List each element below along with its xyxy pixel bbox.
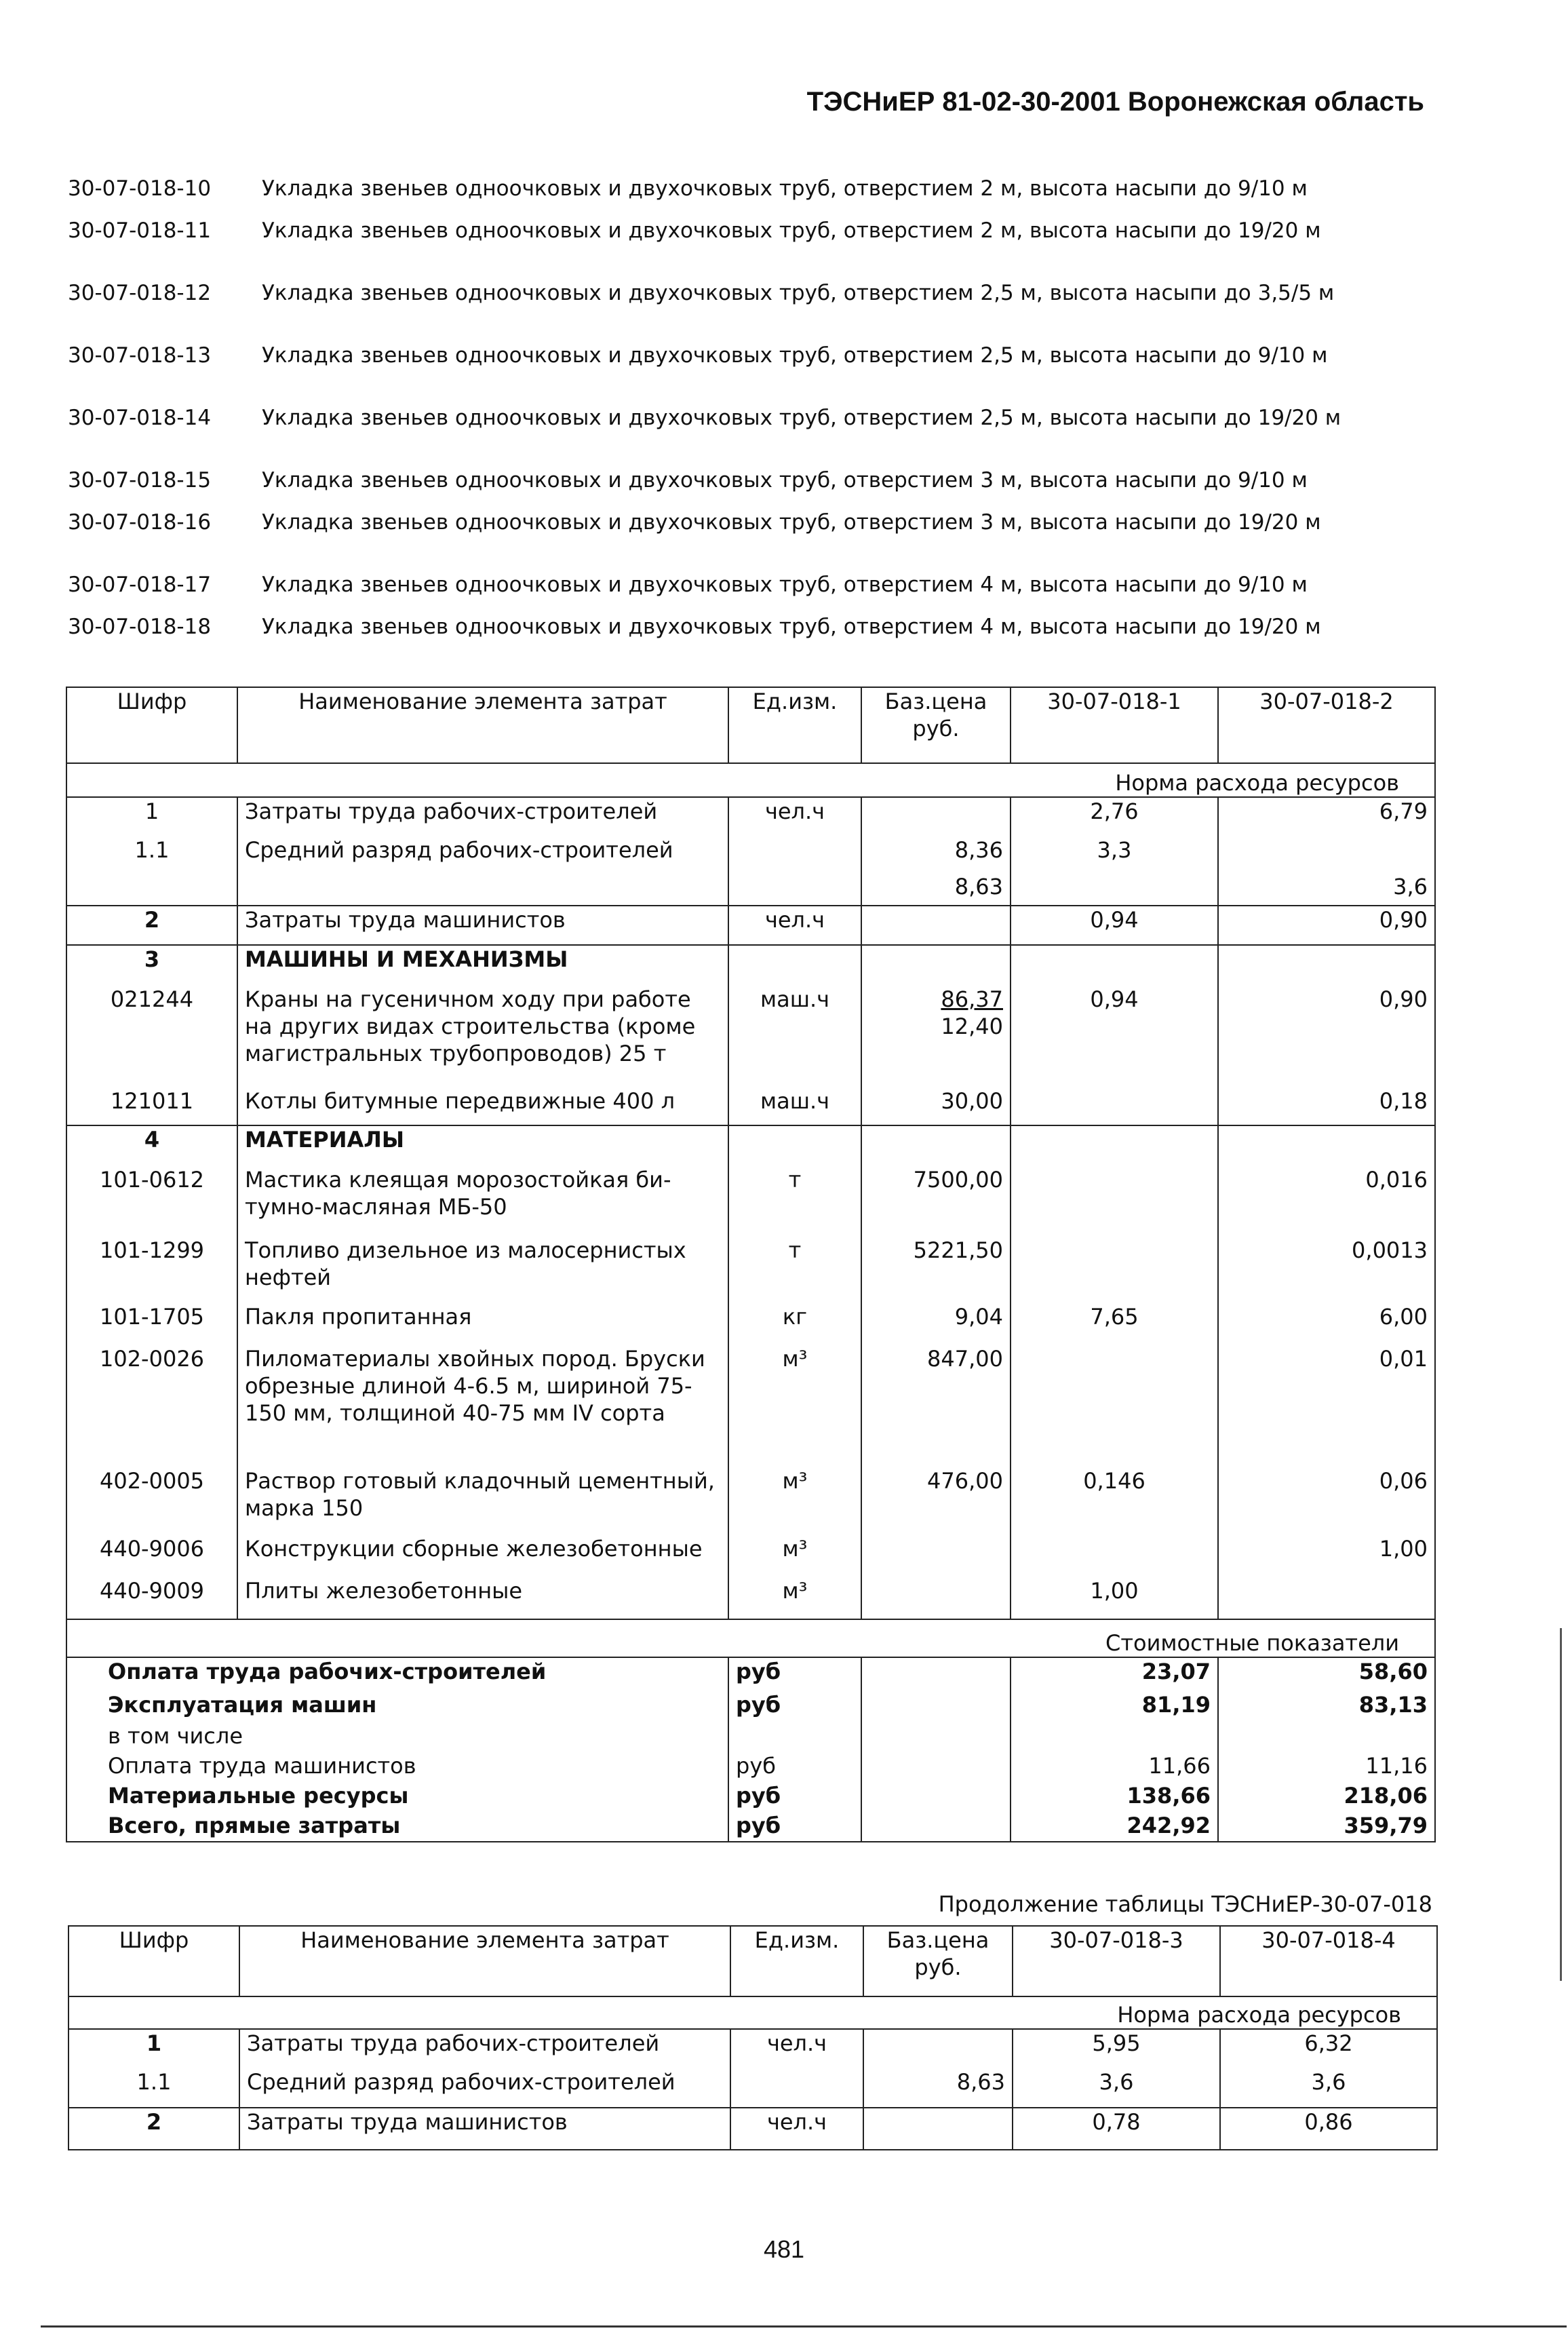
row-name: Плиты железобетонные [237, 1577, 728, 1619]
row-value-2: 6,32 [1220, 2029, 1437, 2068]
row-code: 440-9006 [66, 1535, 237, 1577]
cost-title-row [66, 1619, 1435, 1657]
code-description: Укладка звеньев одноочковых и двухочковых труб, отверстием 4 м, высота насыпи до 9/10 м [262, 573, 1308, 597]
cost-name: Оплата труда машинистов [66, 1752, 728, 1782]
cost-row [66, 1657, 1435, 1691]
row-unit: чел.ч [728, 797, 861, 836]
code-id: 30-07-018-15 [68, 468, 212, 492]
table-row [68, 2108, 1437, 2150]
row-value-1: 0,146 [1011, 1467, 1218, 1535]
norm-title: Норма расхода ресурсов [68, 1996, 1437, 2029]
cost-unit: руб [728, 1657, 861, 1691]
code-id: 30-07-018-11 [68, 218, 212, 243]
row-unit: м³ [728, 1577, 861, 1619]
col-header-code: Шифр [68, 1926, 239, 1996]
row-value-2: 0,016 [1218, 1166, 1435, 1237]
row-value-2: 0,90 [1218, 906, 1435, 945]
cost-row [66, 1691, 1435, 1722]
row-price [861, 797, 1011, 836]
col-header-variant-1: 30-07-018-1 [1011, 687, 1218, 763]
code-description: Укладка звеньев одноочковых и двухочковых труб, отверстием 2,5 м, высота насыпи до 19/20 м [262, 406, 1341, 430]
code-description: Укладка звеньев одноочковых и двухочковых труб, отверстием 2,5 м, высота насыпи до 3,5/5 м [262, 281, 1335, 305]
row-price: 8,36 [861, 836, 1011, 873]
norm-title-row [66, 763, 1435, 797]
cost-name: Эксплуатация машин [66, 1691, 728, 1722]
cost-unit: руб [728, 1752, 861, 1782]
table-row [68, 2068, 1437, 2108]
table-row [66, 1345, 1435, 1467]
col-header-price: Баз.цена руб. [863, 1926, 1013, 1996]
row-name: Мастика клеящая морозостойкая би-тумно-масляная МБ-50 [237, 1166, 728, 1237]
row-price: 9,04 [861, 1303, 1011, 1345]
cost-value-1: 138,66 [1011, 1782, 1218, 1812]
cost-value-1: 23,07 [1011, 1657, 1218, 1691]
row-name: Краны на гусеничном ходу при работе на других видах строительства (кроме магистральных трубопроводов) 25 т [237, 986, 728, 1087]
row-code: 121011 [66, 1087, 237, 1125]
row-price: 7500,00 [861, 1166, 1011, 1237]
code-id: 30-07-018-10 [68, 176, 212, 201]
cost-name: Материальные ресурсы [66, 1782, 728, 1812]
resource-table-1 [66, 687, 1436, 1842]
cost-value-2: 218,06 [1218, 1782, 1435, 1812]
row-code: 1 [68, 2029, 239, 2068]
col-header-code: Шифр [66, 687, 237, 763]
col-header-name: Наименование элемента затрат [239, 1926, 730, 1996]
row-value-1: 1,00 [1011, 1577, 1218, 1619]
cost-row [66, 1722, 1435, 1752]
row-price: 30,00 [861, 1087, 1011, 1125]
col-header-variant-3: 30-07-018-3 [1013, 1926, 1220, 1996]
code-id: 30-07-018-12 [68, 281, 212, 305]
cost-row [66, 1752, 1435, 1782]
row-price: 8,63 [863, 2068, 1013, 2108]
code-id: 30-07-018-16 [68, 510, 212, 535]
row-code: 1 [66, 797, 237, 836]
row-unit: т [728, 1237, 861, 1303]
price-primary: 86,37 [941, 986, 1003, 1012]
row-name: Топливо дизельное из малосернистых нефтей [237, 1237, 728, 1303]
code-id: 30-07-018-13 [68, 343, 212, 368]
page-number: 481 [763, 2235, 805, 2263]
code-description: Укладка звеньев одноочковых и двухочковых труб, отверстием 2 м, высота насыпи до 9/10 м [262, 176, 1308, 201]
code-id: 30-07-018-18 [68, 615, 212, 639]
row-price: 5221,50 [861, 1237, 1011, 1303]
row-value-1: 7,65 [1011, 1303, 1218, 1345]
table-row [68, 2029, 1437, 2068]
col-header-unit: Ед.изм. [730, 1926, 863, 1996]
row-name: Средний разряд рабочих-строителей [237, 836, 728, 873]
document-header: ТЭСНиЕР 81-02-30-2001 Воронежская область [806, 87, 1424, 117]
row-unit: м³ [728, 1467, 861, 1535]
row-code: 1.1 [68, 2068, 239, 2108]
table-row [66, 1087, 1435, 1125]
col-header-name: Наименование элемента затрат [237, 687, 728, 763]
cost-value-2: 58,60 [1218, 1657, 1435, 1691]
cost-unit: руб [728, 1782, 861, 1812]
row-price: 847,00 [861, 1345, 1011, 1467]
table-row [66, 906, 1435, 945]
row-code: 2 [68, 2108, 239, 2150]
row-code: 402-0005 [66, 1467, 237, 1535]
row-code: 102-0026 [66, 1345, 237, 1467]
row-value-2: 3,6 [1218, 873, 1435, 906]
col-header-variant-2: 30-07-018-2 [1218, 687, 1435, 763]
col-header-variant-4: 30-07-018-4 [1220, 1926, 1437, 1996]
cost-value-2: 83,13 [1218, 1691, 1435, 1722]
cost-title: Стоимостные показатели [66, 1619, 1435, 1657]
continuation-caption: Продолжение таблицы ТЭСНиЕР-30-07-018 [938, 1891, 1432, 1917]
code-description: Укладка звеньев одноочковых и двухочковых труб, отверстием 2,5 м, высота насыпи до 9/10 м [262, 343, 1328, 368]
row-value-1: 3,6 [1013, 2068, 1220, 2108]
row-value-2: 0,18 [1218, 1087, 1435, 1125]
row-value-2: 6,79 [1218, 797, 1435, 836]
row-name: Пакля пропитанная [237, 1303, 728, 1345]
row-name: Котлы битумные передвижные 400 л [237, 1087, 728, 1125]
row-value-2: 0,90 [1218, 986, 1435, 1087]
table-row [66, 1467, 1435, 1535]
cost-name: в том числе [66, 1722, 728, 1752]
row-value-1: 3,3 [1011, 836, 1218, 873]
row-value-2: 1,00 [1218, 1535, 1435, 1577]
row-unit: чел.ч [728, 906, 861, 945]
row-name: Конструкции сборные железобетонные [237, 1535, 728, 1577]
table-row [66, 1237, 1435, 1303]
row-code: 101-1299 [66, 1237, 237, 1303]
table-row [66, 986, 1435, 1087]
cost-unit: руб [728, 1691, 861, 1722]
section-row [66, 1125, 1435, 1166]
row-unit: м³ [728, 1345, 861, 1467]
table-row [66, 1535, 1435, 1577]
row-code: 021244 [66, 986, 237, 1087]
row-value-1: 5,95 [1013, 2029, 1220, 2068]
row-value-2 [1218, 836, 1435, 873]
table-row [66, 836, 1435, 873]
row-unit: чел.ч [730, 2108, 863, 2150]
row-unit: маш.ч [728, 986, 861, 1087]
row-unit: чел.ч [730, 2029, 863, 2068]
cost-name: Оплата труда рабочих-строителей [66, 1657, 728, 1691]
table-row [66, 1303, 1435, 1345]
norm-title: Норма расхода ресурсов [66, 763, 1435, 797]
code-id: 30-07-018-17 [68, 573, 212, 597]
row-name: Затраты труда рабочих-строителей [239, 2029, 730, 2068]
row-value-2: 0,86 [1220, 2108, 1437, 2150]
row-name: Затраты труда машинистов [239, 2108, 730, 2150]
section-title: МАШИНЫ И МЕХАНИЗМЫ [237, 945, 728, 986]
cost-value-2: 359,79 [1218, 1812, 1435, 1842]
row-name: Затраты труда рабочих-строителей [237, 797, 728, 836]
row-value-1: 0,94 [1011, 906, 1218, 945]
row-value-1: 0,78 [1013, 2108, 1220, 2150]
table-row [66, 873, 1435, 906]
row-value-2: 6,00 [1218, 1303, 1435, 1345]
row-code: 101-0612 [66, 1166, 237, 1237]
cost-value-1: 11,66 [1011, 1752, 1218, 1782]
code-description: Укладка звеньев одноочковых и двухочковых труб, отверстием 3 м, высота насыпи до 19/20 м [262, 510, 1321, 535]
norm-title-row [68, 1996, 1437, 2029]
row-value-2: 3,6 [1220, 2068, 1437, 2108]
code-id: 30-07-018-14 [68, 406, 212, 430]
table-header-row [68, 1926, 1437, 1996]
row-code: 440-9009 [66, 1577, 237, 1619]
cost-row [66, 1782, 1435, 1812]
row-value-1: 0,94 [1011, 986, 1218, 1087]
row-price: 8,63 [861, 873, 1011, 906]
code-description: Укладка звеньев одноочковых и двухочковых труб, отверстием 4 м, высота насыпи до 19/20 м [262, 615, 1321, 639]
cost-value-1: 81,19 [1011, 1691, 1218, 1722]
section-row [66, 945, 1435, 986]
row-name: Раствор готовый кладочный цементный, марка 150 [237, 1467, 728, 1535]
row-value-1: 2,76 [1011, 797, 1218, 836]
section-title: МАТЕРИАЛЫ [237, 1125, 728, 1166]
col-header-price: Баз.цена руб. [861, 687, 1011, 763]
cost-name: Всего, прямые затраты [66, 1812, 728, 1842]
col-header-unit: Ед.изм. [728, 687, 861, 763]
code-description: Укладка звеньев одноочковых и двухочковых труб, отверстием 2 м, высота насыпи до 19/20 м [262, 218, 1321, 243]
scan-edge-line [1560, 1628, 1562, 1981]
row-price: 476,00 [861, 1467, 1011, 1535]
table-row [66, 797, 1435, 836]
code-description: Укладка звеньев одноочковых и двухочковых труб, отверстием 3 м, высота насыпи до 9/10 м [262, 468, 1308, 492]
row-unit [728, 836, 861, 873]
row-name: Пиломатериалы хвойных пород. Бруски обрезные длиной 4-6.5 м, шириной 75-150 мм, толщиной 40-75 мм IV сорта [237, 1345, 728, 1467]
row-unit: маш.ч [728, 1087, 861, 1125]
row-name: Средний разряд рабочих-строителей [239, 2068, 730, 2108]
row-unit: т [728, 1166, 861, 1237]
row-name: Затраты труда машинистов [237, 906, 728, 945]
row-code: 2 [66, 906, 237, 945]
table-row [66, 1166, 1435, 1237]
price-secondary: 12,40 [941, 1013, 1003, 1039]
row-code: 1.1 [66, 836, 237, 873]
section-code: 4 [66, 1125, 237, 1166]
cost-value-1: 242,92 [1011, 1812, 1218, 1842]
row-code: 101-1705 [66, 1303, 237, 1345]
row-price [861, 986, 1011, 1087]
cost-row [66, 1812, 1435, 1842]
row-value-2: 0,06 [1218, 1467, 1435, 1535]
row-value-2: 0,01 [1218, 1345, 1435, 1467]
row-unit: м³ [728, 1535, 861, 1577]
section-code: 3 [66, 945, 237, 986]
row-value-2: 0,0013 [1218, 1237, 1435, 1303]
resource-table-2 [68, 1925, 1438, 2150]
table-row [66, 1577, 1435, 1619]
table-header-row [66, 687, 1435, 763]
page-bottom-rule [41, 2325, 1567, 2328]
cost-value-2: 11,16 [1218, 1752, 1435, 1782]
row-unit: кг [728, 1303, 861, 1345]
cost-unit: руб [728, 1812, 861, 1842]
